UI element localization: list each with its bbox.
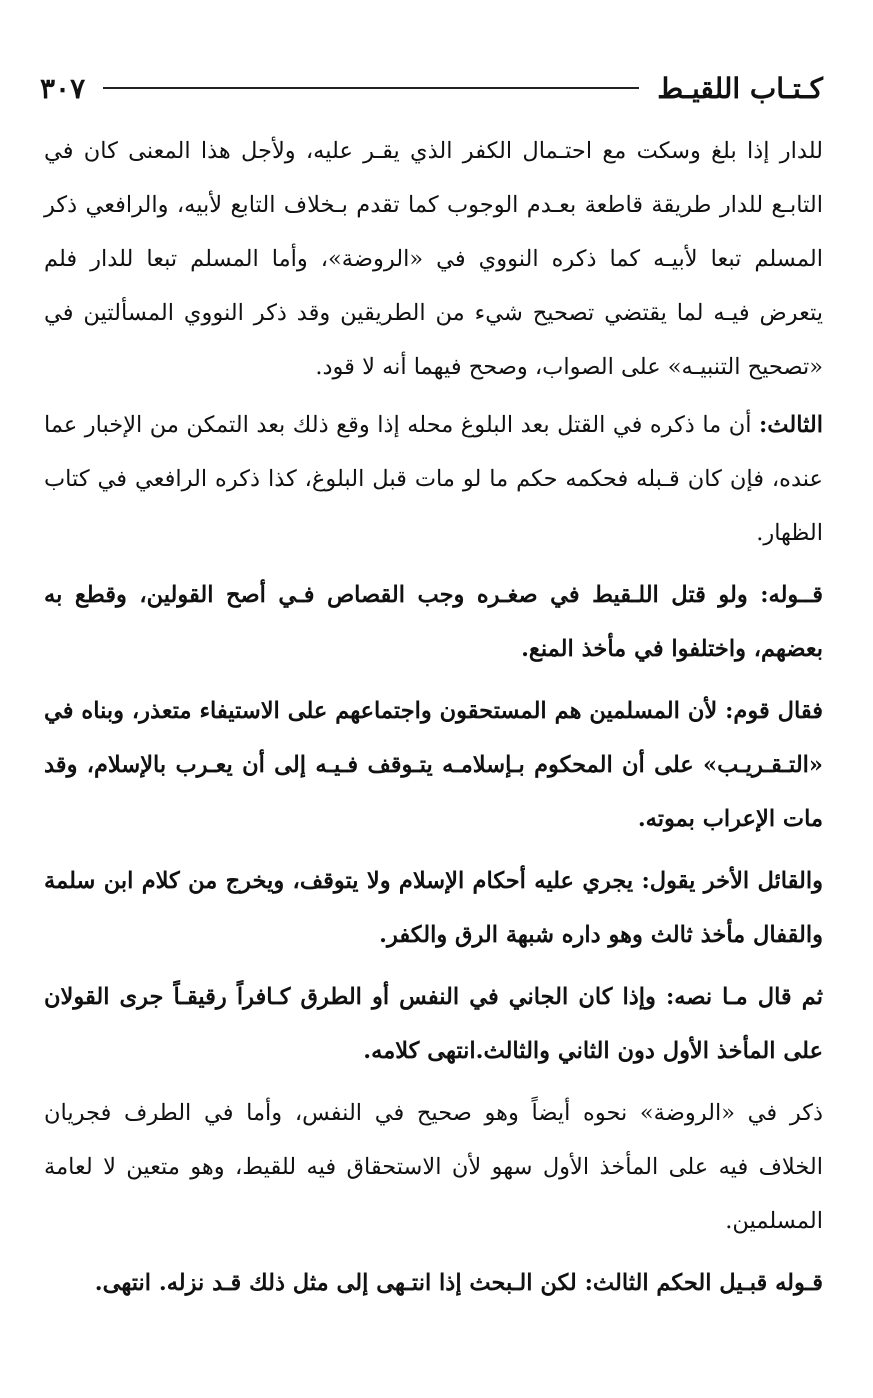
paragraph-3: قــوله: ولو قتل اللـقيط في صغـره وجب القصاص فـي أصح القولين، وقطع به بعضهم، واختلفوا في مأخذ المنع. — [44, 582, 823, 662]
paragraph-1: للدار إذا بلغ وسكت مع احتـمال الكفر الذي يقـر عليه، ولأجل هذا المعنى كان في التابـع للدار طريقة قاطعة بعـدم الوجوب كما تقدم بـخلاف التابع لأبيه، والرافعي ذكر المسلم تبعا لأبيـه كما ذكره النووي في «الروضة»، وأما المسلم تبعا للدار فلم يتعرض فيـه لما يقتضي تصحيح شيء من الطريقين وقد ذكر النووي المسألتين في «تصحيح التنبيـه» على الصواب، وصحح فيهما أنه لا قود. — [44, 138, 823, 380]
paragraph-4: فقال قوم: لأن المسلمين هم المستحقون واجتماعهم على الاستيفاء متعذر، وبناه في «التـقـريـب» على أن المحكوم بـإسلامـه يتـوقف فـيـه إلى أن يعـرب بالإسلام، وقد مات الإعراب بموته. — [44, 698, 823, 832]
page-header — [40, 62, 823, 114]
paragraph-2-text: أن ما ذكره في القتل بعد البلوغ محله إذا وقع ذلك بعد التمكن من الإخبار عما عنده، فإن كان قـبله فحكمه حكم ما لو مات قبل البلوغ، كذا ذكره الرافعي في كتاب الظهار. — [44, 412, 823, 546]
paragraph-2 — [44, 398, 823, 560]
paragraph-2-heading: الثالث: — [758, 412, 823, 438]
paragraph-7: ذكر في «الروضة» نحوه أيضاً وهو صحيح في النفس، وأما في الطرف فجريان الخلاف فيه على المأخذ الأول سهو لأن الاستحقاق فيه للقيط، وهو متعين لا لعامة المسلمين. — [44, 1100, 823, 1234]
paragraph-8: قـوله قبـيل الحكم الثالث: لكن الـبحث إذا انتـهى إلى مثل ذلك قـد نزله. انتهى. — [94, 1270, 823, 1296]
page-number: ٣٠٧ — [40, 71, 86, 105]
page-body — [44, 124, 823, 1318]
book-title: كـتـاب اللقيـط — [657, 71, 823, 105]
paragraph-6: ثم قال مـا نصه: وإذا كان الجاني في النفس أو الطرق كـافراً رقيقـاً جرى القولان على المأخذ الأول دون الثاني والثالث.انتهى كلامه. — [44, 984, 823, 1064]
header-rule — [103, 87, 639, 89]
paragraph-5: والقائل الأخر يقول: يجري عليه أحكام الإسلام ولا يتوقف، ويخرج من كلام ابن سلمة والقفال مأخذ ثالث وهو داره شبهة الرق والكفر. — [44, 868, 823, 948]
